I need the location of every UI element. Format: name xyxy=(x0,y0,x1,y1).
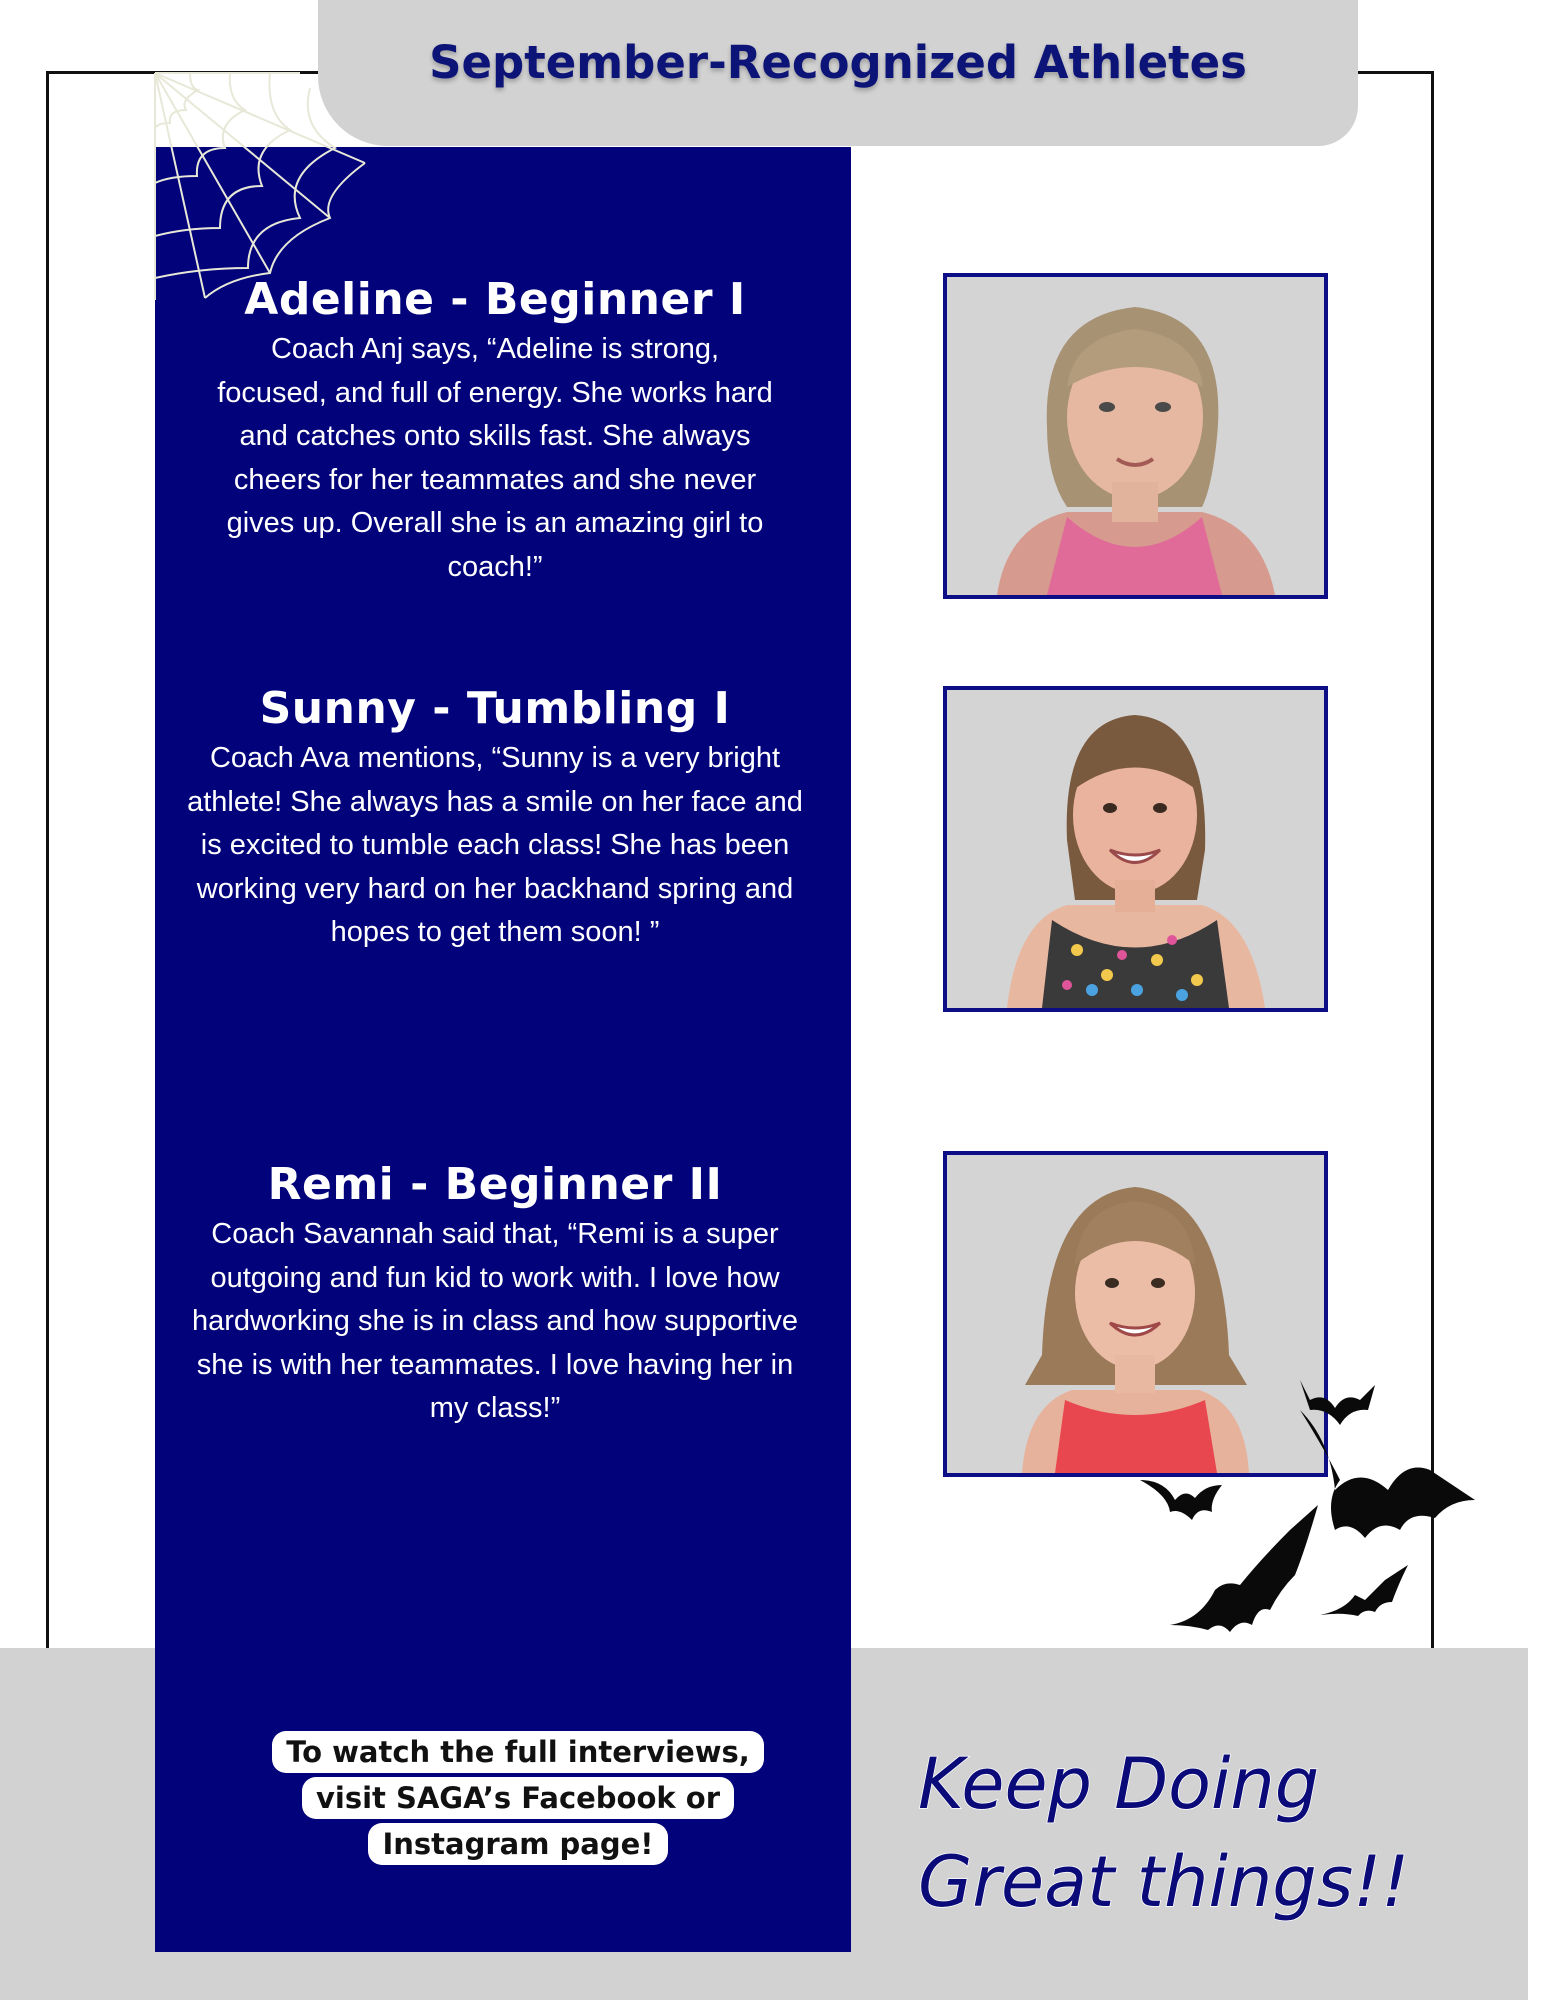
athlete-heading: Remi - Beginner II xyxy=(267,1159,723,1210)
coach-quote: Coach Ava mentions, “Sunny is a very bright athlete! She always has a smile on her face and is excited to tumble each class! She has been working very hard on her backhand spring and hopes to get them soon! ” xyxy=(187,742,803,948)
athlete-card-remi xyxy=(175,1157,815,1431)
page-title: September-Recognized Athletes xyxy=(429,36,1247,89)
interviews-callout xyxy=(268,1729,768,1867)
bat-icon xyxy=(1130,1380,1530,1670)
slogan: Keep Doing Great things!! xyxy=(918,1743,1410,1923)
athlete-photo-adeline xyxy=(943,273,1328,599)
athlete-heading: Adeline - Beginner I xyxy=(244,274,746,325)
athlete-photo-sunny xyxy=(943,686,1328,1012)
callout-text: To watch the full interviews, visit SAGA’s Facebook or Instagram page! xyxy=(272,1731,764,1865)
athlete-card-adeline xyxy=(175,272,815,589)
athlete-heading: Sunny - Tumbling I xyxy=(259,683,731,734)
coach-quote: Coach Savannah said that, “Remi is a super outgoing and fun kid to work with. I love how hardworking she is in class and how supportive she is with her teammates. I love having her in my class!” xyxy=(191,1218,799,1424)
coach-quote: Coach Anj says, “Adeline is strong, focused, and full of energy. She works hard and catches onto skills fast. She always cheers for her teammates and she never gives up. Overall she is an amazing girl to coach!” xyxy=(217,333,773,583)
spider-web-icon xyxy=(150,68,370,304)
athlete-card-sunny xyxy=(175,681,815,955)
